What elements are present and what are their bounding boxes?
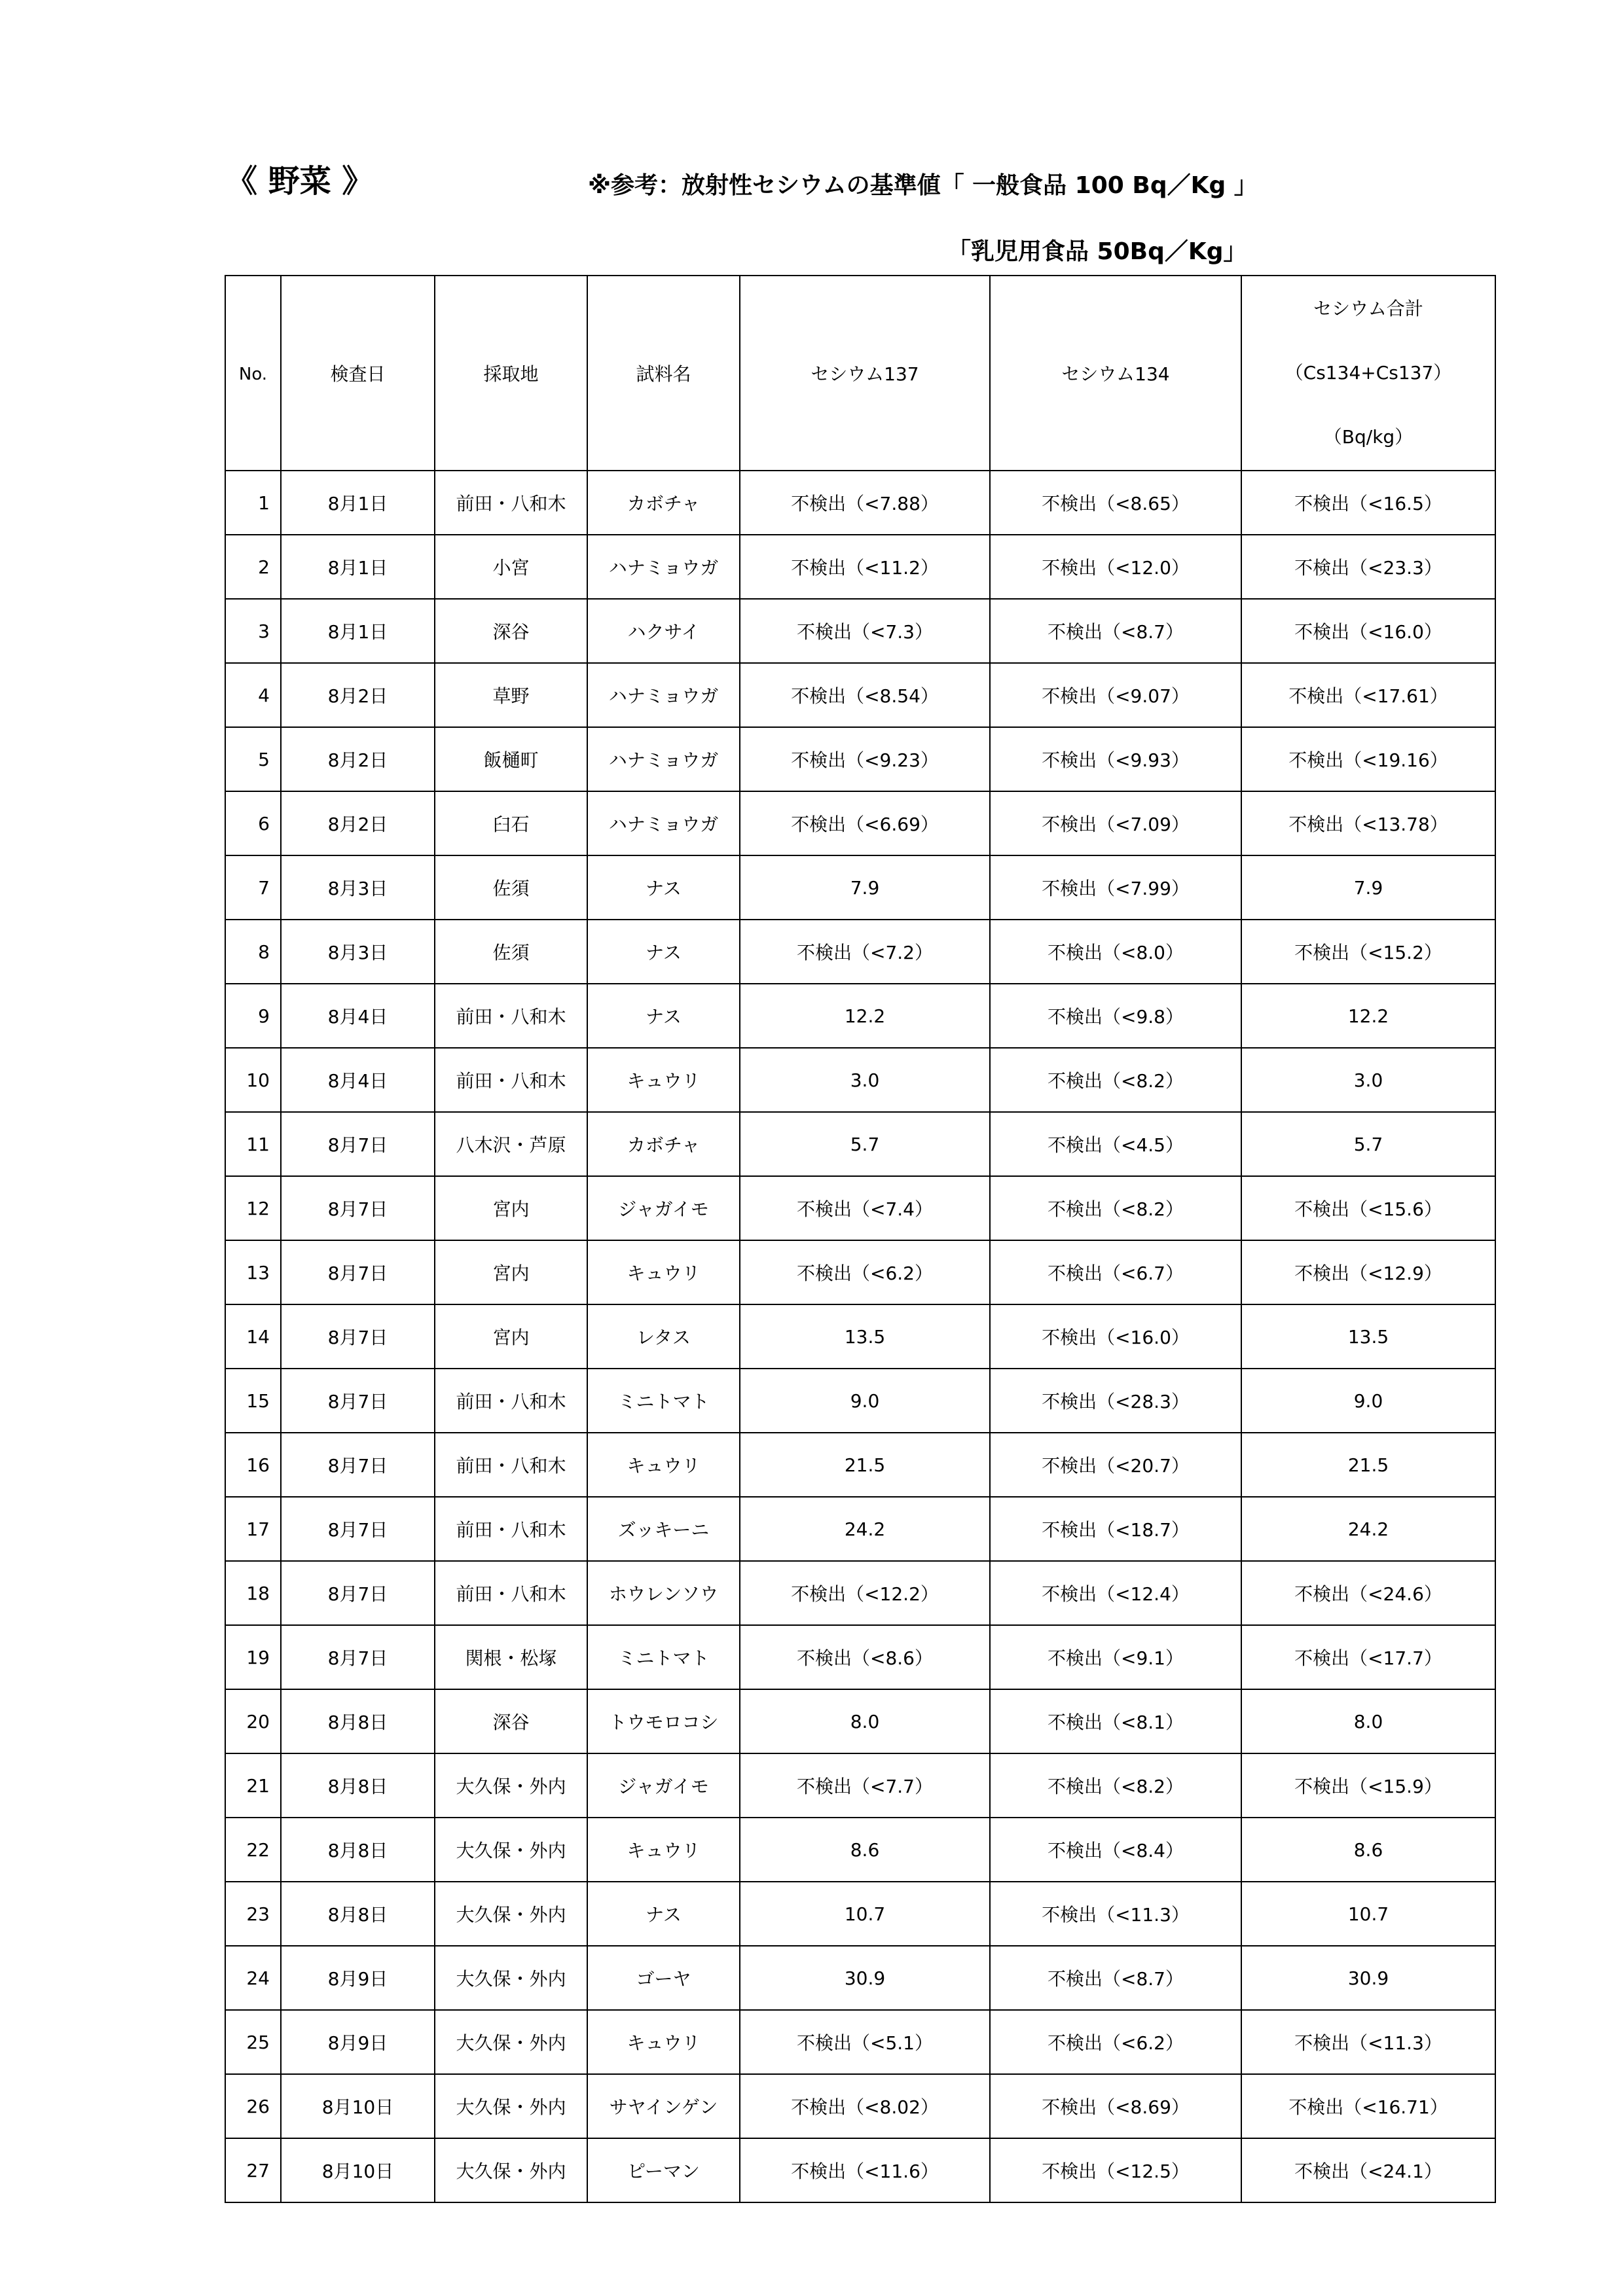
cell-no: 15 [225,1369,281,1433]
cell-location: 前田・八和木 [435,1561,587,1625]
cell-total: 不検出（<11.3） [1241,2010,1495,2074]
table-row [225,599,1495,663]
cell-location: 宮内 [435,1176,587,1240]
cell-total: 不検出（<17.61） [1241,663,1495,727]
cell-cs137: 不検出（<9.23） [740,727,990,791]
cell-total: 8.0 [1241,1689,1495,1753]
cell-location: 飯樋町 [435,727,587,791]
cell-no: 8 [225,920,281,984]
cell-cs134: 不検出（<12.5） [990,2138,1241,2202]
cell-date: 8月8日 [281,1882,435,1946]
cell-cs134: 不検出（<8.4） [990,1818,1241,1882]
cell-total: 不検出（<16.5） [1241,471,1495,535]
cell-location: 宮内 [435,1304,587,1369]
cell-no: 25 [225,2010,281,2074]
cell-no: 4 [225,663,281,727]
cell-no: 23 [225,1882,281,1946]
cell-cs137: 12.2 [740,984,990,1048]
cell-cs137: 不検出（<7.88） [740,471,990,535]
cell-location: 前田・八和木 [435,471,587,535]
cell-sample: ゴーヤ [587,1946,740,2010]
cell-no: 6 [225,791,281,855]
cell-location: 臼石 [435,791,587,855]
table-row [225,1753,1495,1818]
table-row [225,471,1495,535]
header-location: 採取地 [435,276,587,471]
cell-date: 8月2日 [281,791,435,855]
cell-no: 3 [225,599,281,663]
cell-date: 8月8日 [281,1753,435,1818]
cell-total: 8.6 [1241,1818,1495,1882]
cell-cs137: 不検出（<6.2） [740,1240,990,1304]
cell-cs134: 不検出（<8.2） [990,1753,1241,1818]
cell-cs137: 3.0 [740,1048,990,1112]
cell-date: 8月7日 [281,1240,435,1304]
cell-cs134: 不検出（<11.3） [990,1882,1241,1946]
cell-cs134: 不検出（<18.7） [990,1497,1241,1561]
table-row [225,1240,1495,1304]
cell-cs137: 24.2 [740,1497,990,1561]
cell-no: 7 [225,855,281,920]
cell-date: 8月1日 [281,471,435,535]
cell-sample: ハクサイ [587,599,740,663]
cell-no: 10 [225,1048,281,1112]
cell-date: 8月1日 [281,535,435,599]
cell-sample: レタス [587,1304,740,1369]
cell-date: 8月3日 [281,920,435,984]
cell-location: 宮内 [435,1240,587,1304]
cell-total: 13.5 [1241,1304,1495,1369]
reference-standard-infant: 「乳児用食品 50Bq／Kg」 [947,238,1247,265]
cesium-results-table [225,275,1496,2203]
cell-total: 不検出（<17.7） [1241,1625,1495,1689]
cell-location: 佐須 [435,920,587,984]
cell-location: 前田・八和木 [435,1369,587,1433]
cell-location: 大久保・外内 [435,2074,587,2138]
cell-sample: ハナミョウガ [587,791,740,855]
cell-date: 8月7日 [281,1625,435,1689]
header-no: No. [225,276,281,471]
cell-cs137: 不検出（<11.6） [740,2138,990,2202]
cell-cs134: 不検出（<7.09） [990,791,1241,855]
page-title: 《 野菜 》 [226,163,374,200]
cell-cs137: 不検出（<7.4） [740,1176,990,1240]
table-row [225,1048,1495,1112]
cell-cs134: 不検出（<4.5） [990,1112,1241,1176]
table-row [225,535,1495,599]
cell-no: 18 [225,1561,281,1625]
cell-total: 不検出（<23.3） [1241,535,1495,599]
cell-total: 12.2 [1241,984,1495,1048]
cell-no: 12 [225,1176,281,1240]
cell-location: 佐須 [435,855,587,920]
cell-total: 不検出（<12.9） [1241,1240,1495,1304]
cell-total: 不検出（<15.9） [1241,1753,1495,1818]
cell-location: 前田・八和木 [435,1433,587,1497]
table-row [225,1625,1495,1689]
cell-sample: ジャガイモ [587,1753,740,1818]
cell-date: 8月3日 [281,855,435,920]
cell-cs137: 不検出（<12.2） [740,1561,990,1625]
cell-no: 21 [225,1753,281,1818]
cell-cs137: 13.5 [740,1304,990,1369]
cell-no: 13 [225,1240,281,1304]
cell-cs137: 不検出（<7.3） [740,599,990,663]
cell-total: 5.7 [1241,1112,1495,1176]
cell-sample: ナス [587,855,740,920]
header-total [1241,276,1495,471]
cell-sample: ピーマン [587,2138,740,2202]
cell-no: 22 [225,1818,281,1882]
cell-cs134: 不検出（<8.7） [990,1946,1241,2010]
table-row [225,1304,1495,1369]
cell-no: 19 [225,1625,281,1689]
cell-location: 大久保・外内 [435,1882,587,1946]
cell-no: 20 [225,1689,281,1753]
cell-cs134: 不検出（<8.2） [990,1048,1241,1112]
cell-sample: ハナミョウガ [587,727,740,791]
cell-date: 8月7日 [281,1497,435,1561]
cell-cs137: 8.6 [740,1818,990,1882]
table-row [225,1561,1495,1625]
table-row [225,1689,1495,1753]
table-row [225,1946,1495,2010]
table-row [225,1369,1495,1433]
cell-total: 不検出（<24.6） [1241,1561,1495,1625]
cell-cs134: 不検出（<8.69） [990,2074,1241,2138]
cell-cs137: 不検出（<8.6） [740,1625,990,1689]
cell-date: 8月7日 [281,1433,435,1497]
cell-date: 8月10日 [281,2138,435,2202]
cell-cs137: 8.0 [740,1689,990,1753]
cell-total: 24.2 [1241,1497,1495,1561]
cell-location: 深谷 [435,599,587,663]
cell-date: 8月7日 [281,1112,435,1176]
table-row [225,920,1495,984]
table-header-row [225,276,1495,471]
cell-cs134: 不検出（<8.2） [990,1176,1241,1240]
header-total-formula: （Cs134+Cs137） [1285,362,1452,384]
cell-cs134: 不検出（<9.93） [990,727,1241,791]
cell-total: 不検出（<15.6） [1241,1176,1495,1240]
cell-date: 8月1日 [281,599,435,663]
cell-no: 5 [225,727,281,791]
cell-location: 八木沢・芦原 [435,1112,587,1176]
cell-cs134: 不検出（<8.7） [990,599,1241,663]
table-row [225,2138,1495,2202]
table-row [225,2074,1495,2138]
cell-sample: ナス [587,984,740,1048]
cell-total: 9.0 [1241,1369,1495,1433]
cell-date: 8月8日 [281,1818,435,1882]
cell-sample: ミニトマト [587,1369,740,1433]
cell-cs137: 不検出（<7.2） [740,920,990,984]
table-body [225,471,1495,2202]
cell-date: 8月2日 [281,727,435,791]
cell-cs137: 10.7 [740,1882,990,1946]
cell-location: 関根・松塚 [435,1625,587,1689]
cell-sample: ハナミョウガ [587,663,740,727]
table-row [225,1112,1495,1176]
cell-sample: ジャガイモ [587,1176,740,1240]
cell-date: 8月2日 [281,663,435,727]
cell-sample: ナス [587,1882,740,1946]
cell-location: 大久保・外内 [435,2010,587,2074]
cell-total: 不検出（<24.1） [1241,2138,1495,2202]
cell-no: 16 [225,1433,281,1497]
cell-cs137: 不検出（<6.69） [740,791,990,855]
table-row [225,1497,1495,1561]
cell-cs134: 不検出（<9.07） [990,663,1241,727]
header-total-unit: （Bq/kg） [1323,426,1413,448]
cell-total: 3.0 [1241,1048,1495,1112]
header-cs137: セシウム137 [740,276,990,471]
cell-total: 不検出（<16.0） [1241,599,1495,663]
cell-location: 前田・八和木 [435,1497,587,1561]
cell-date: 8月7日 [281,1304,435,1369]
cell-date: 8月4日 [281,984,435,1048]
cell-cs137: 不検出（<7.7） [740,1753,990,1818]
cell-sample: ズッキーニ [587,1497,740,1561]
cell-date: 8月4日 [281,1048,435,1112]
cell-no: 2 [225,535,281,599]
cell-cs137: 9.0 [740,1369,990,1433]
cell-location: 大久保・外内 [435,2138,587,2202]
cell-location: 前田・八和木 [435,1048,587,1112]
cell-cs134: 不検出（<20.7） [990,1433,1241,1497]
cell-no: 27 [225,2138,281,2202]
cell-total: 不検出（<16.71） [1241,2074,1495,2138]
cell-cs134: 不検出（<9.1） [990,1625,1241,1689]
table-row [225,791,1495,855]
cell-sample: サヤインゲン [587,2074,740,2138]
cell-date: 8月7日 [281,1176,435,1240]
cell-no: 26 [225,2074,281,2138]
table-row [225,1176,1495,1240]
cell-cs134: 不検出（<9.8） [990,984,1241,1048]
cell-cs134: 不検出（<12.4） [990,1561,1241,1625]
cell-cs137: 不検出（<5.1） [740,2010,990,2074]
cell-location: 草野 [435,663,587,727]
cell-date: 8月7日 [281,1561,435,1625]
cell-no: 24 [225,1946,281,2010]
cell-location: 深谷 [435,1689,587,1753]
cell-sample: キュウリ [587,2010,740,2074]
cell-location: 前田・八和木 [435,984,587,1048]
cell-no: 9 [225,984,281,1048]
cell-total: 21.5 [1241,1433,1495,1497]
cell-cs134: 不検出（<12.0） [990,535,1241,599]
table-row [225,1433,1495,1497]
cell-sample: ハナミョウガ [587,535,740,599]
cell-date: 8月9日 [281,2010,435,2074]
cell-location: 大久保・外内 [435,1818,587,1882]
cell-total: 不検出（<15.2） [1241,920,1495,984]
cell-sample: ミニトマト [587,1625,740,1689]
cell-location: 小宮 [435,535,587,599]
table-row [225,855,1495,920]
cell-sample: キュウリ [587,1048,740,1112]
cell-no: 17 [225,1497,281,1561]
cell-cs134: 不検出（<8.1） [990,1689,1241,1753]
cell-sample: ナス [587,920,740,984]
cell-date: 8月8日 [281,1689,435,1753]
cell-location: 大久保・外内 [435,1946,587,2010]
header-date: 検査日 [281,276,435,471]
cell-sample: キュウリ [587,1433,740,1497]
cell-cs134: 不検出（<6.7） [990,1240,1241,1304]
cell-sample: キュウリ [587,1240,740,1304]
cell-date: 8月9日 [281,1946,435,2010]
table-row [225,2010,1495,2074]
cell-cs134: 不検出（<16.0） [990,1304,1241,1369]
cell-cs137: 21.5 [740,1433,990,1497]
header-total-title: セシウム合計 [1313,298,1423,319]
header-cs134: セシウム134 [990,276,1241,471]
cell-cs134: 不検出（<6.2） [990,2010,1241,2074]
cell-sample: カボチャ [587,471,740,535]
table-row [225,663,1495,727]
table-row [225,1882,1495,1946]
table-row [225,1818,1495,1882]
header-sample: 試料名 [587,276,740,471]
cell-total: 7.9 [1241,855,1495,920]
cell-total: 30.9 [1241,1946,1495,2010]
table-row [225,984,1495,1048]
table-row [225,727,1495,791]
cell-no: 14 [225,1304,281,1369]
cell-date: 8月7日 [281,1369,435,1433]
cell-total: 不検出（<13.78） [1241,791,1495,855]
cell-cs137: 不検出（<8.54） [740,663,990,727]
cell-cs134: 不検出（<7.99） [990,855,1241,920]
cell-date: 8月10日 [281,2074,435,2138]
cell-sample: カボチャ [587,1112,740,1176]
reference-standard-general: ※参考：放射性セシウムの基準値「 一般食品 100 Bq／Kg 」 [588,172,1258,199]
cell-no: 1 [225,471,281,535]
cell-cs134: 不検出（<8.0） [990,920,1241,984]
cell-sample: キュウリ [587,1818,740,1882]
cell-cs137: 不検出（<11.2） [740,535,990,599]
cell-sample: ホウレンソウ [587,1561,740,1625]
cell-total: 不検出（<19.16） [1241,727,1495,791]
cell-cs137: 7.9 [740,855,990,920]
cell-cs137: 30.9 [740,1946,990,2010]
cell-cs137: 不検出（<8.02） [740,2074,990,2138]
cell-cs137: 5.7 [740,1112,990,1176]
cell-cs134: 不検出（<8.65） [990,471,1241,535]
cell-sample: トウモロコシ [587,1689,740,1753]
cell-cs134: 不検出（<28.3） [990,1369,1241,1433]
cell-total: 10.7 [1241,1882,1495,1946]
cell-no: 11 [225,1112,281,1176]
cell-location: 大久保・外内 [435,1753,587,1818]
